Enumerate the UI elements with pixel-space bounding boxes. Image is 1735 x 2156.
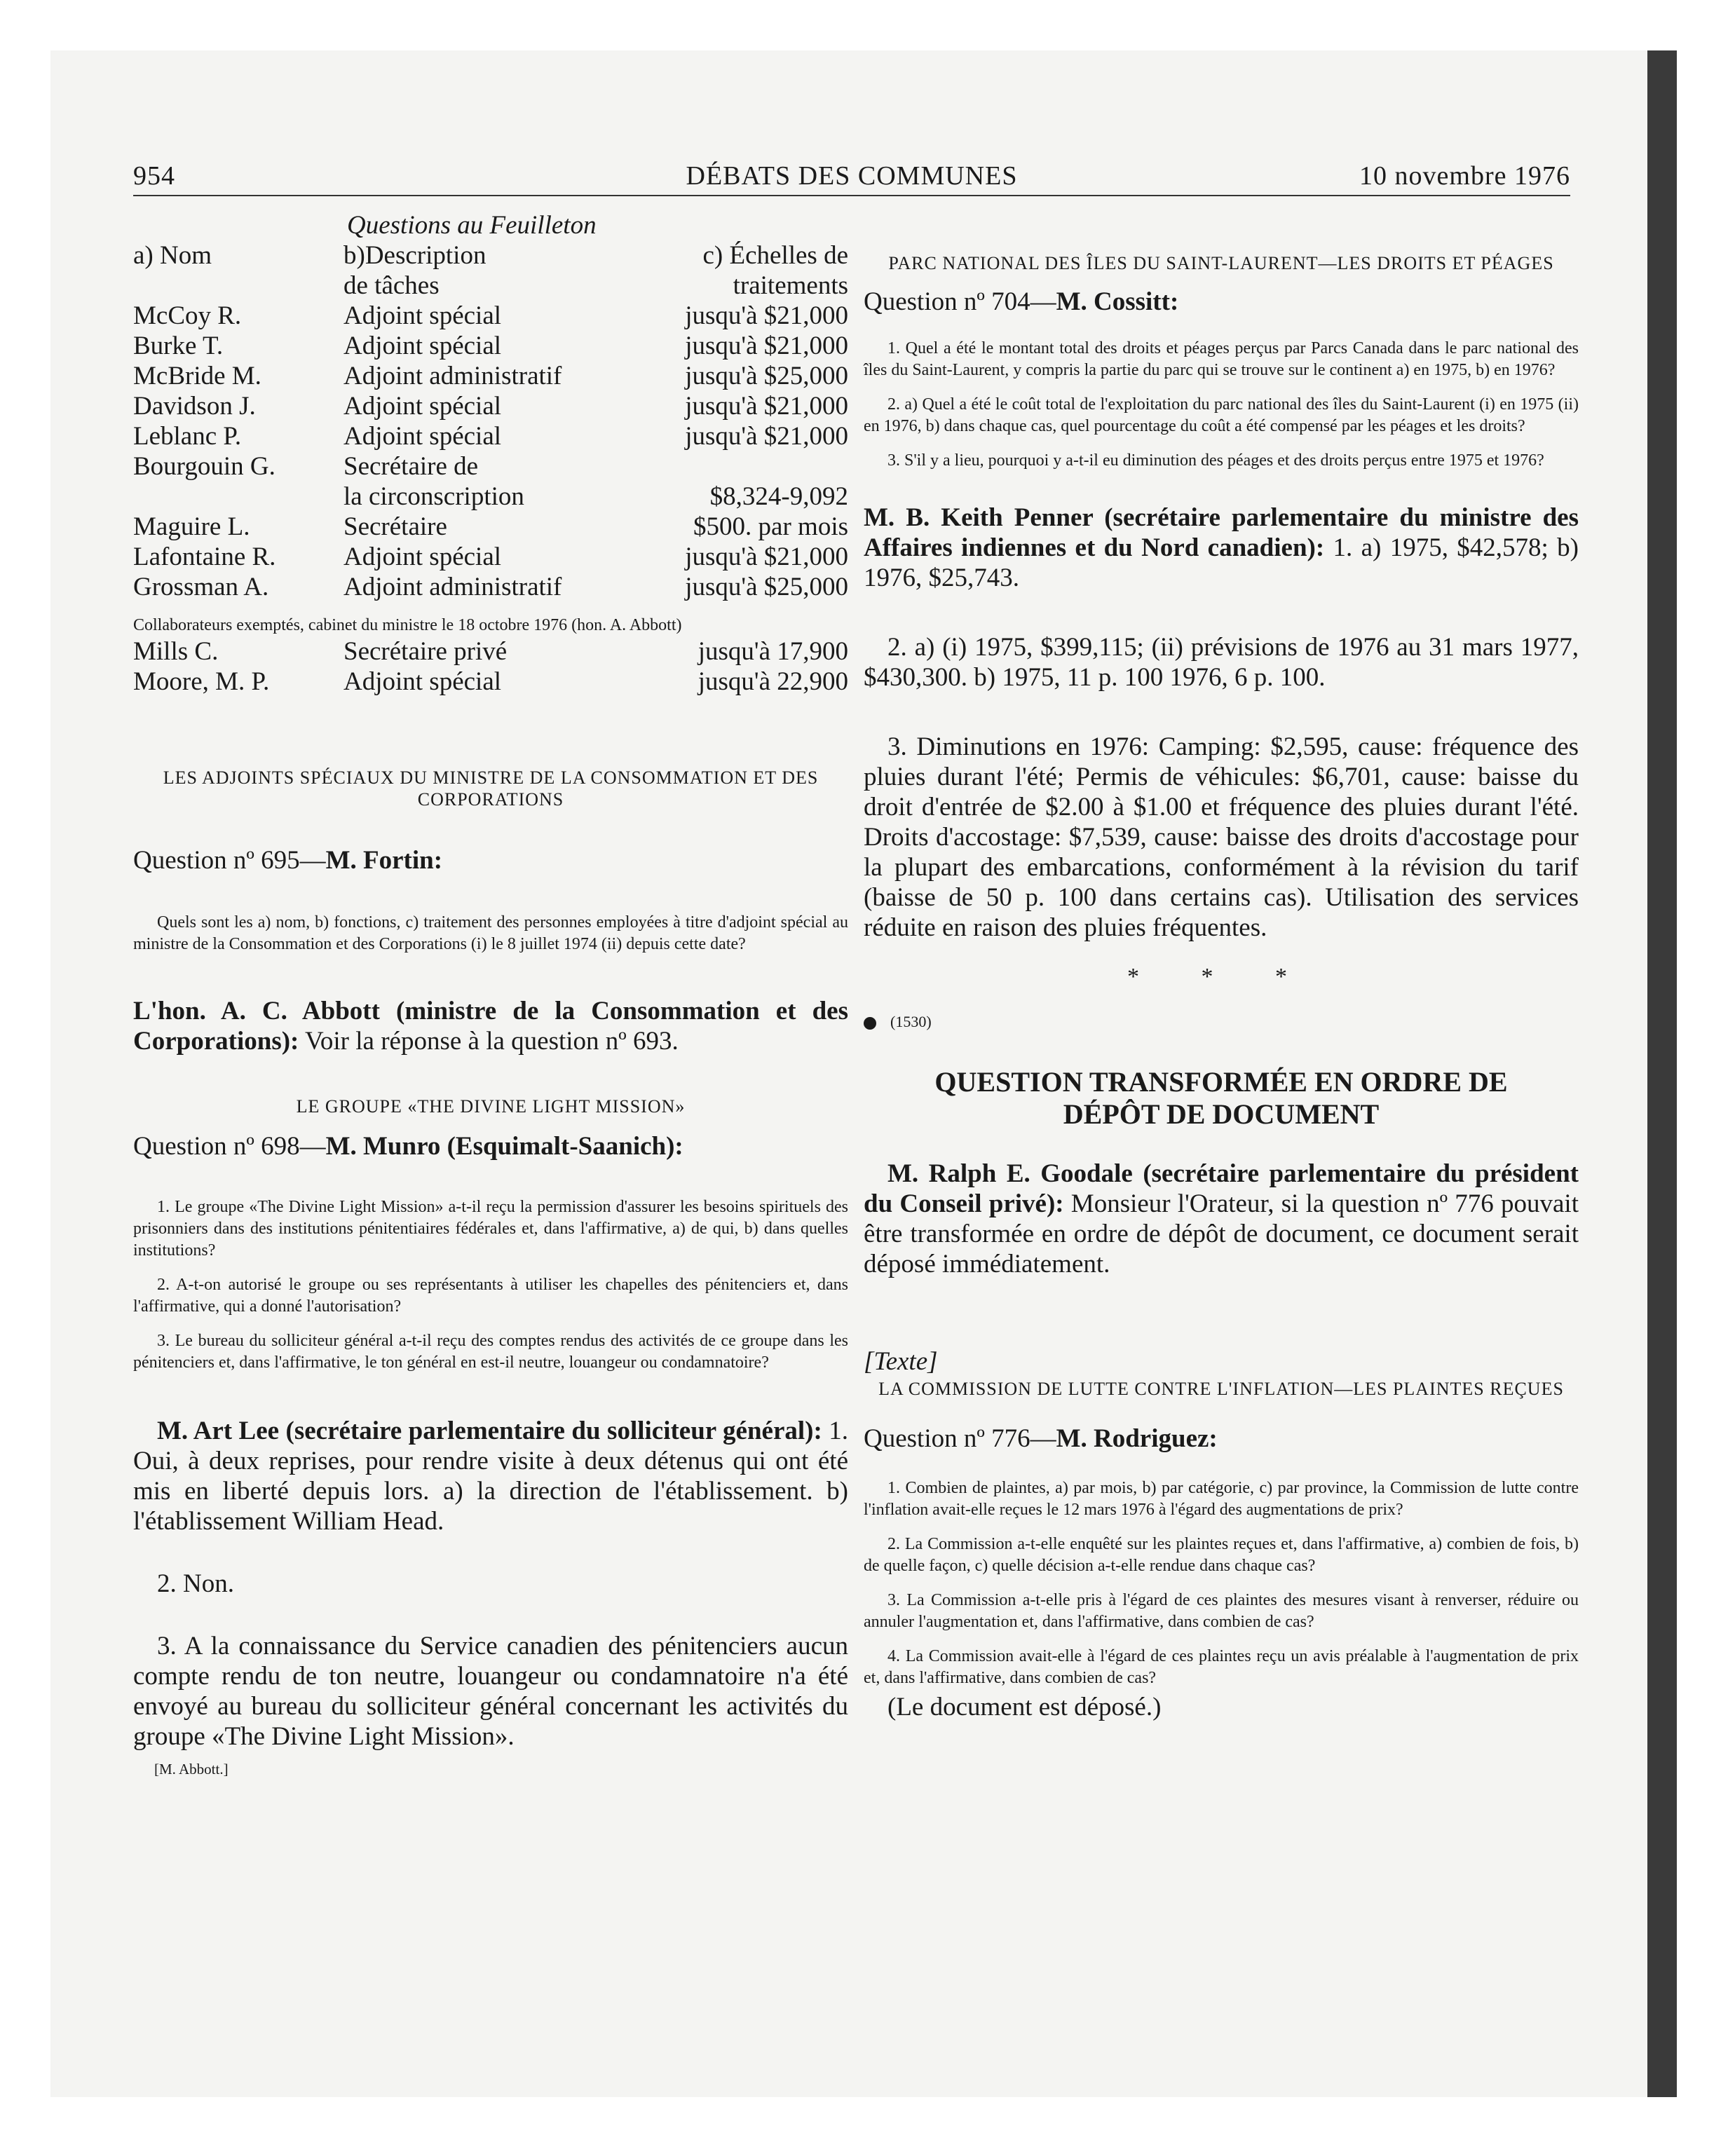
- cell-name: Maguire L.: [133, 512, 250, 541]
- cell-scale: jusqu'à $21,000: [685, 543, 848, 571]
- question-704-part3: 3. S'il y a lieu, pourquoi y a-t-il eu diminution des péages et des droits perçus entre 1975 et 1976?: [887, 451, 1544, 470]
- cell-description: Adjoint spécial: [343, 422, 502, 451]
- cell-scale: jusqu'à 17,900: [698, 637, 848, 666]
- question-704-heading: [864, 287, 1579, 317]
- cell-description: Adjoint administratif: [343, 362, 562, 390]
- speaker-name: L'hon. A. C. Abbott (ministre de la Consommation et des Corporations):: [133, 997, 848, 1056]
- cell-scale: jusqu'à $25,000: [685, 362, 848, 390]
- goodale-statement: [864, 1159, 1579, 1279]
- question-695-text: Quels sont les a) nom, b) fonctions, c) traitement des personnes employées à titre d'adjoint spécial au ministre de la Consommation et des Corporations (i) le 8 juillet 1974 (ii) depuis cette date?: [133, 913, 848, 953]
- header-scale: [638, 240, 848, 301]
- exempt-note: Collaborateurs exemptés, cabinet du ministre le 18 octobre 1976 (hon. A. Abbott): [133, 616, 682, 634]
- cell-name: Lafontaine R.: [133, 543, 276, 571]
- answer-695: [133, 996, 848, 1056]
- question-label: Question nº 698—: [133, 1132, 326, 1161]
- section-separator: * * *: [1127, 964, 1315, 990]
- table-title: Questions au Feuilleton: [347, 211, 597, 240]
- section-title-inflation: LA COMMISSION DE LUTTE CONTRE L'INFLATION—LES PLAINTES REÇUES: [878, 1379, 1564, 1399]
- table-row: [133, 331, 848, 361]
- header-scale-line1: c) Échelles de: [702, 241, 848, 270]
- question-776-part3: 3. La Commission a-t-elle pris à l'égard de ces plaintes des mesures visant à renverser, réduire ou annuler l'augmentation et, dans l'affirmative, dans combien de cas?: [864, 1591, 1579, 1631]
- cell-name: Grossman A.: [133, 573, 269, 601]
- speaker-name: M. Art Lee (secrétaire parlementaire du solliciteur général):: [157, 1417, 822, 1445]
- question-label: Question nº 695—: [133, 846, 326, 875]
- table-row: [133, 391, 848, 421]
- answer-698-part2: 2. Non.: [157, 1569, 234, 1598]
- cell-name: McCoy R.: [133, 301, 242, 330]
- question-776-part1: 1. Combien de plaintes, a) par mois, b) par catégorie, c) par province, la Commission de lutte contre l'inflation avait-elle reçues le 12 mars 1976 à l'égard des augmentations de prix?: [864, 1479, 1579, 1519]
- cell-description: la circonscription: [343, 482, 524, 511]
- cell-scale: jusqu'à $21,000: [685, 301, 848, 330]
- header-description: [343, 240, 638, 301]
- header-name: a) Nom: [133, 241, 212, 270]
- time-mark-text: (1530): [890, 1013, 932, 1030]
- answer-704-part2: 2. a) (i) 1975, $399,115; (ii) prévisions de 1976 au 31 mars 1977, $430,300. b) 1975, 11 p. 100 1976, 6 p. 100.: [864, 633, 1579, 692]
- answer-text: 1. Oui, à deux reprises, pour rendre visite à deux détenus qui ont été mis en liberté depuis lors. a) la direction de l'établissement. b) l'établissement William Head.: [133, 1417, 849, 1536]
- cell-scale: jusqu'à $21,000: [685, 422, 848, 451]
- cell-scale: $8,324-9,092: [709, 482, 848, 511]
- cell-scale: jusqu'à $21,000: [685, 392, 848, 421]
- time-mark: [864, 1011, 1579, 1032]
- question-698-heading: [133, 1131, 848, 1161]
- answer-698-part1: [133, 1416, 848, 1536]
- answer-704-part3: 3. Diminutions en 1976: Camping: $2,595, cause: fréquence des pluies durant l'été; Permis de véhicules: $6,701, cause: baisse du droit d'entrée de $2.00 à $1.00 et fréquence des pluies durant l'été. Droits d'accostage: $7,539, cause: baisse des droits d'accostage pour la plupart des embarcations, conformément à la révision du tarif (baisse de 50 p. 100 dans certains cas). Utilisation des services réduite en raison des pluies fréquentes.: [864, 732, 1579, 942]
- cell-description: Adjoint spécial: [343, 392, 502, 421]
- question-label: Question nº 704—: [864, 287, 1056, 316]
- table-row: [133, 667, 848, 697]
- question-704-part1: 1. Quel a été le montant total des droits et péages perçus par Parcs Canada dans le parc national des îles du Saint-Laurent, y compris la partie du parc qui se trouve sur le continent a) en 1975, b) en 1976?: [864, 339, 1579, 379]
- scan-edge-bar: [1647, 50, 1677, 2097]
- header-description-line1: b)Description: [343, 241, 487, 270]
- publication-title: DÉBATS DES COMMUNES: [686, 161, 1018, 191]
- cell-description: Secrétaire de: [343, 452, 479, 481]
- question-776-part4: 4. La Commission avait-elle à l'égard de ces plaintes reçu un avis préalable à l'augmentation de prix et, dans l'affirmative, dans combien de cas?: [864, 1647, 1579, 1687]
- cell-scale: jusqu'à $25,000: [685, 573, 848, 601]
- header-scale-line2: traitements: [733, 271, 848, 300]
- cell-name: Leblanc P.: [133, 422, 242, 451]
- table-row: [133, 572, 848, 602]
- table-row: [133, 361, 848, 391]
- table-row: [133, 301, 848, 331]
- question-member: M. Munro (Esquimalt-Saanich):: [325, 1132, 683, 1161]
- section-title-divine-light: LE GROUPE «THE DIVINE LIGHT MISSION»: [296, 1096, 686, 1117]
- speaker-name: M. Ralph E. Goodale (secrétaire parlementaire du président du Conseil privé):: [864, 1159, 1579, 1218]
- header-description-line2: de tâches: [343, 271, 440, 300]
- cell-description: Secrétaire: [343, 512, 447, 541]
- cell-name: Mills C.: [133, 637, 219, 666]
- cell-description: Secrétaire privé: [343, 637, 508, 666]
- staff-table: [133, 240, 848, 602]
- cell-scale: jusqu'à $21,000: [685, 332, 848, 360]
- table-row: [133, 542, 848, 572]
- section-title-parc: PARC NATIONAL DES ÎLES DU SAINT-LAURENT—LES DROITS ET PÉAGES: [888, 253, 1554, 273]
- section-title-adjoints: LES ADJOINTS SPÉCIAUX DU MINISTRE DE LA CONSOMMATION ET DES CORPORATIONS: [163, 767, 819, 810]
- footer-tag: [M. Abbott.]: [154, 1761, 229, 1778]
- cell-description: Adjoint spécial: [343, 332, 502, 360]
- cell-name: Bourgouin G.: [133, 452, 275, 481]
- question-704-part2: 2. a) Quel a été le coût total de l'exploitation du parc national des îles du Saint-Laurent (i) en 1975 (ii) en 1976, b) dans chaque cas, quel pourcentage du coût a été compensé par les péages et les droits?: [864, 395, 1579, 435]
- question-776-part2: 2. La Commission a-t-elle enquêté sur les plaintes reçues et, dans l'affirmative, a) combien de fois, b) de quelle façon, c) quelle décision a-t-elle rendue dans chaque cas?: [864, 1535, 1579, 1575]
- question-776-heading: [864, 1424, 1579, 1454]
- table-row: [133, 512, 848, 542]
- deposit-note: (Le document est déposé.): [887, 1693, 1162, 1721]
- question-695-heading: [133, 845, 848, 875]
- cell-description: Adjoint administratif: [343, 573, 562, 601]
- texte-tag: [Texte]: [864, 1347, 938, 1376]
- cell-scale: $500. par mois: [693, 512, 848, 541]
- issue-date: 10 novembre 1976: [1359, 161, 1570, 191]
- question-member: M. Rodriguez:: [1056, 1424, 1218, 1453]
- question-698-part1: 1. Le groupe «The Divine Light Mission» a-t-il reçu la permission d'assurer les besoins spirituels des prisonniers dans des institutions pénitentiaires fédérales et, dans l'affirmative, a) de qui, b) dans quelles institutions?: [133, 1198, 848, 1260]
- cell-name: Burke T.: [133, 332, 224, 360]
- cell-description: Adjoint spécial: [343, 301, 502, 330]
- page-header: [133, 160, 1570, 196]
- cell-scale: [638, 451, 848, 482]
- cell-name: Davidson J.: [133, 392, 256, 421]
- cell-description: Adjoint spécial: [343, 543, 502, 571]
- speaker-name: M. B. Keith Penner (secrétaire parlementaire du ministre des Affaires indiennes et du Nord canadien):: [864, 503, 1579, 562]
- cell-name: Moore, M. P.: [133, 667, 270, 696]
- answer-698-part3: 3. A la connaissance du Service canadien des pénitenciers aucun compte rendu de ton neutre, louangeur ou condamnatoire n'a été envoyé au bureau du solliciteur général concernant les activités du groupe «The Divine Light Mission».: [133, 1632, 848, 1751]
- bullet-dot-icon: [864, 1017, 876, 1030]
- answer-text: Voir la réponse à la question nº 693.: [299, 1027, 679, 1056]
- answer-text: 1. a) 1975, $42,578; b) 1976, $25,743.: [864, 533, 1579, 592]
- table-header-row: [133, 240, 848, 301]
- cell-description: Adjoint spécial: [343, 667, 502, 696]
- left-column: [133, 210, 848, 1780]
- statement-text: Monsieur l'Orateur, si la question nº 776 pouvait être transformée en ordre de dépôt de document, ce document serait déposé immédiatement.: [864, 1189, 1579, 1278]
- right-column: [864, 210, 1579, 1722]
- table-body: [133, 301, 848, 602]
- question-member: M. Cossitt:: [1056, 287, 1179, 316]
- answer-704-part1: [864, 503, 1579, 593]
- question-698-part2: 2. A-t-on autorisé le groupe ou ses représentants à utiliser les chapelles des pénitenciers et, dans l'affirmative, qui a donné l'autorisation?: [133, 1276, 848, 1316]
- question-member: M. Fortin:: [325, 846, 443, 875]
- page-number: 954: [133, 161, 175, 191]
- table-row: [133, 636, 848, 667]
- table-row: [133, 421, 848, 451]
- question-label: Question nº 776—: [864, 1424, 1056, 1453]
- cell-name: McBride M.: [133, 362, 261, 390]
- table-row: [133, 482, 848, 512]
- section-title-transformed: QUESTION TRANSFORMÉE EN ORDRE DE DÉPÔT DE DOCUMENT: [934, 1066, 1508, 1130]
- cell-name: [133, 482, 343, 512]
- cell-scale: jusqu'à 22,900: [698, 667, 848, 696]
- table-row: [133, 451, 848, 482]
- exempt-table: [133, 636, 848, 697]
- question-698-part3: 3. Le bureau du solliciteur général a-t-il reçu des comptes rendus des activités de ce groupe dans les pénitenciers et, dans l'affirmative, le ton général en est-il neutre, louangeur ou condamnatoire?: [133, 1332, 848, 1372]
